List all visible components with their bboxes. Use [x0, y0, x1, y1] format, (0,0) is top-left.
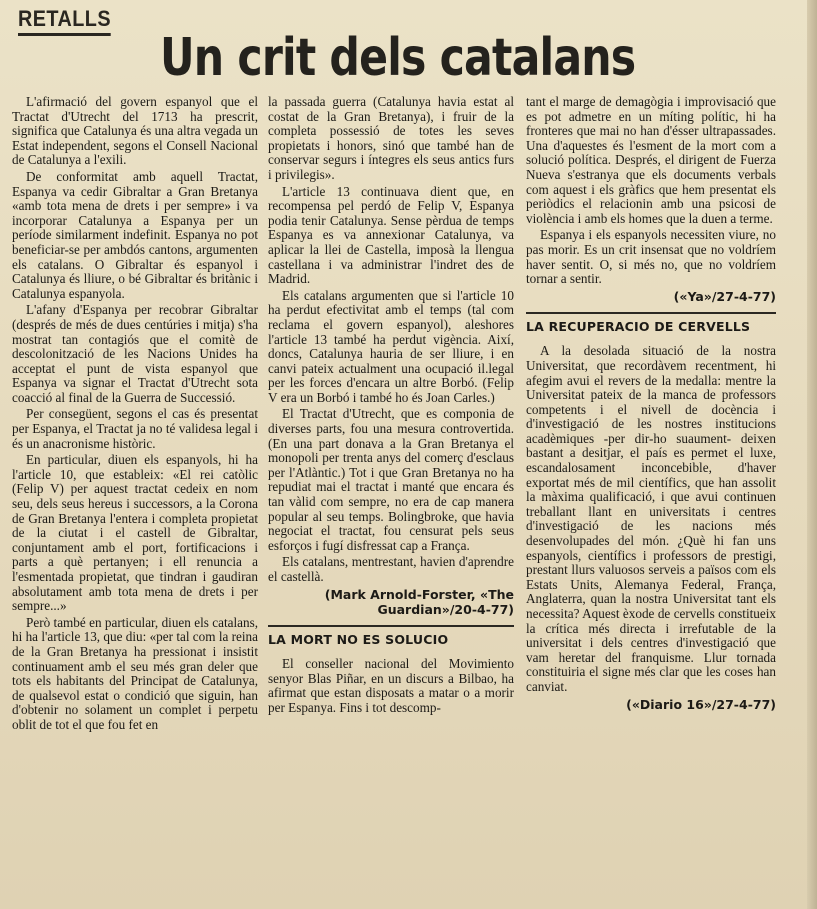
- paragraph: En particular, diuen els espanyols, hi ha l'article 10, que estableix: «El rei catòlic (Felip V) per aquest tractat cedeix en nom seu, dels seus hereus i successors, a la Corona de Gran Bretanya l'entera i completa propietat de la ciutat i el castell de Gibraltar, conjuntament amb el port, fortificacions i parts a què pertanyen; i ell renuncia a l'esmentada propietat, que tindran i gaudiran absolutament amb tota mena de drets i per sempre...»: [12, 452, 258, 614]
- paragraph: Per consegüent, segons el cas és presentat per Espanya, el Tractat ja no té validesa legal i és un anacronisme històric.: [12, 406, 258, 451]
- paragraph: Però també en particular, diuen els catalans, hi ha l'article 13, que diu: «per tal com la reina de la Gran Bretanya ha pressionat i insistit continuament amb el seu més gran deler que tots els habitants del Principat de Catalunya, de qualsevol estat o condició que siguin, han d'obtenir no solament un complet i perpetu oblit de tot el que fou fet en: [12, 614, 258, 732]
- article-title: LA MORT NO ES SOLUCIO: [268, 631, 449, 647]
- article-source: (Mark Arnold-Forster, «The Guardian»/20-4-77): [324, 586, 514, 617]
- paragraph: la passada guerra (Catalunya havia estat al costat de la Gran Bretanya), i fruir de la completa possessió de totes les seves propietats i honors, sinó que també han de conservar segurs i íntegres els seus antics furs i privilegis».: [268, 94, 514, 182]
- article-source: («Diario 16»/27-4-77): [626, 696, 776, 712]
- paragraph: Espanya i els espanyols necessiten viure, no pas morir. Es un crit insensat que no voldríem haver sentit. O, si més no, que no voldríem tornar a sentir.: [526, 227, 776, 287]
- article-title: LA RECUPERACIO DE CERVELLS: [526, 318, 751, 334]
- paragraph: L'article 13 continuava dient que, en recompensa pel perdó de Felip V, Espanya podia tenir Catalunya. Sense pèrdua de temps Espanya es va annexionar Catalunya, va aplicar la llei de Castella, imposà la llengua castellana i va administrar l'indret des de Madrid.: [268, 183, 514, 287]
- column-3: [526, 95, 776, 712]
- headline: Un crit dels catalans: [160, 28, 636, 88]
- article-source: («Ya»/27-4-77): [673, 288, 776, 304]
- paragraph: L'afany d'Espanya per recobrar Gibraltar (després de més de dues centúries i mitja) s'ha mostrat tan contagiós que el comitè de descolonització de les Nacions Unides ha acceptat el punt de vista espanyol que Espanya va signar el Tractat d'Utrecht sota coacció al final de la Guerra de Successió.: [12, 302, 258, 405]
- paragraph: A la desolada situació de la nostra Universitat, que recordàvem recentment, hi afegim avui el revers de la medalla: mentre la Universitat pateix de la manca de professors competents i el nivell de docència i d'investigació de les nostres institucions acadèmiques -per dir-ho suaument- deixen bastant a desitjar, el país es permet el luxe, escandalosament inconcebible, d'haver exportat més de mil científics, que han assolit la màxima qualificació, i que avui continuen treballant llant en universitats i centres d'investigació de les nacions més desenvolupades del món. ¿Què hi fan uns espanyols, científics i professors de prestigi, prestant llurs valuosos serveis a països com els Estats Units, Alemanya Federal, França, Anglaterra, quan la nostra Universitat tant els necessita? Aquest èxode de cervells constitueix la crítica més directa i irrefutable de la universitat i dels centres d'investigació que vam heretar del franquisme. Llur tornada constituiria el signe més clar que les coses han canviat.: [526, 343, 776, 694]
- column-1: [12, 95, 258, 735]
- paragraph: L'afirmació del govern espanyol que el Tractat d'Utrecht del 1713 ha prescrit, significa que Catalunya és una altra vegada un Estat independent, segons el Consell Nacional de Catalunya a l'exili.: [12, 94, 258, 168]
- column-2: [268, 95, 514, 718]
- paragraph: Els catalans argumenten que si l'article 10 ha perdut efectivitat amb el temps (tal com reclama el govern espanyol), aleshores l'article 13 també ha perdut vigència. Així, doncs, Catalunya hauria de ser lliure, i en canvi pateix actualment una ocupació il.legal per les forces d'encara un altre Borbó. (Felip V era un Borbó i també ho és Joan Carles.): [268, 287, 514, 405]
- divider: [268, 625, 514, 627]
- paragraph: De conformitat amb aquell Tractat, Espanya va cedir Gibraltar a Gran Bretanya «amb tota mena de drets i per sempre» i va incorporar Catalunya a Espanya per un període similarment indefinit. Espanya no pot beneficiar-se per ambdós cantons, argumenten els catalans. O Gibraltar és espanyol i Catalunya és lliure, o bé Gibraltar és britànic i Catalunya espanyola.: [12, 168, 258, 301]
- paragraph: Els catalans, mentrestant, havien d'aprendre el castellà.: [268, 554, 514, 584]
- page-edge: [807, 0, 817, 909]
- paragraph: El Tractat d'Utrecht, que es componia de diverses parts, fou una mesura controvertida. (En una part donava a la Gran Bretanya el monopoli per trenta anys del comerç d'esclaus per l'Atlàntic.) Tot i que Gran Bretanya no ha repudiat mai el tractat i manté que encara és tan vàlid com sempre, no era de cap manera popular al seu temps. Bolingbroke, que havia negociat el tractat, fou censurat pels seus esforços i fugí disfressat cap a França.: [268, 406, 514, 553]
- divider: [526, 312, 776, 314]
- paragraph: El conseller nacional del Movimiento senyor Blas Piñar, en un discurs a Bilbao, ha afirmat que estan disposats a matar o a morir per Espanya. Fins i tot descomp-: [268, 656, 514, 715]
- section-label: RETALLS: [18, 6, 111, 36]
- paragraph: tant el marge de demagògia i improvisació que es pot admetre en un míting polític, hi ha fronteres que mai no han d'ésser ultrapassades. Una d'aquestes és l'esment de la mort com a solució política. Després, el dirigent de Fuerza Nueva s'estranya que els documents verbals com aquest i els gràfics que hem presentat els periòdics el relacionin amb una psicosi de violència i amb els homes que la duen a terme.: [526, 94, 776, 226]
